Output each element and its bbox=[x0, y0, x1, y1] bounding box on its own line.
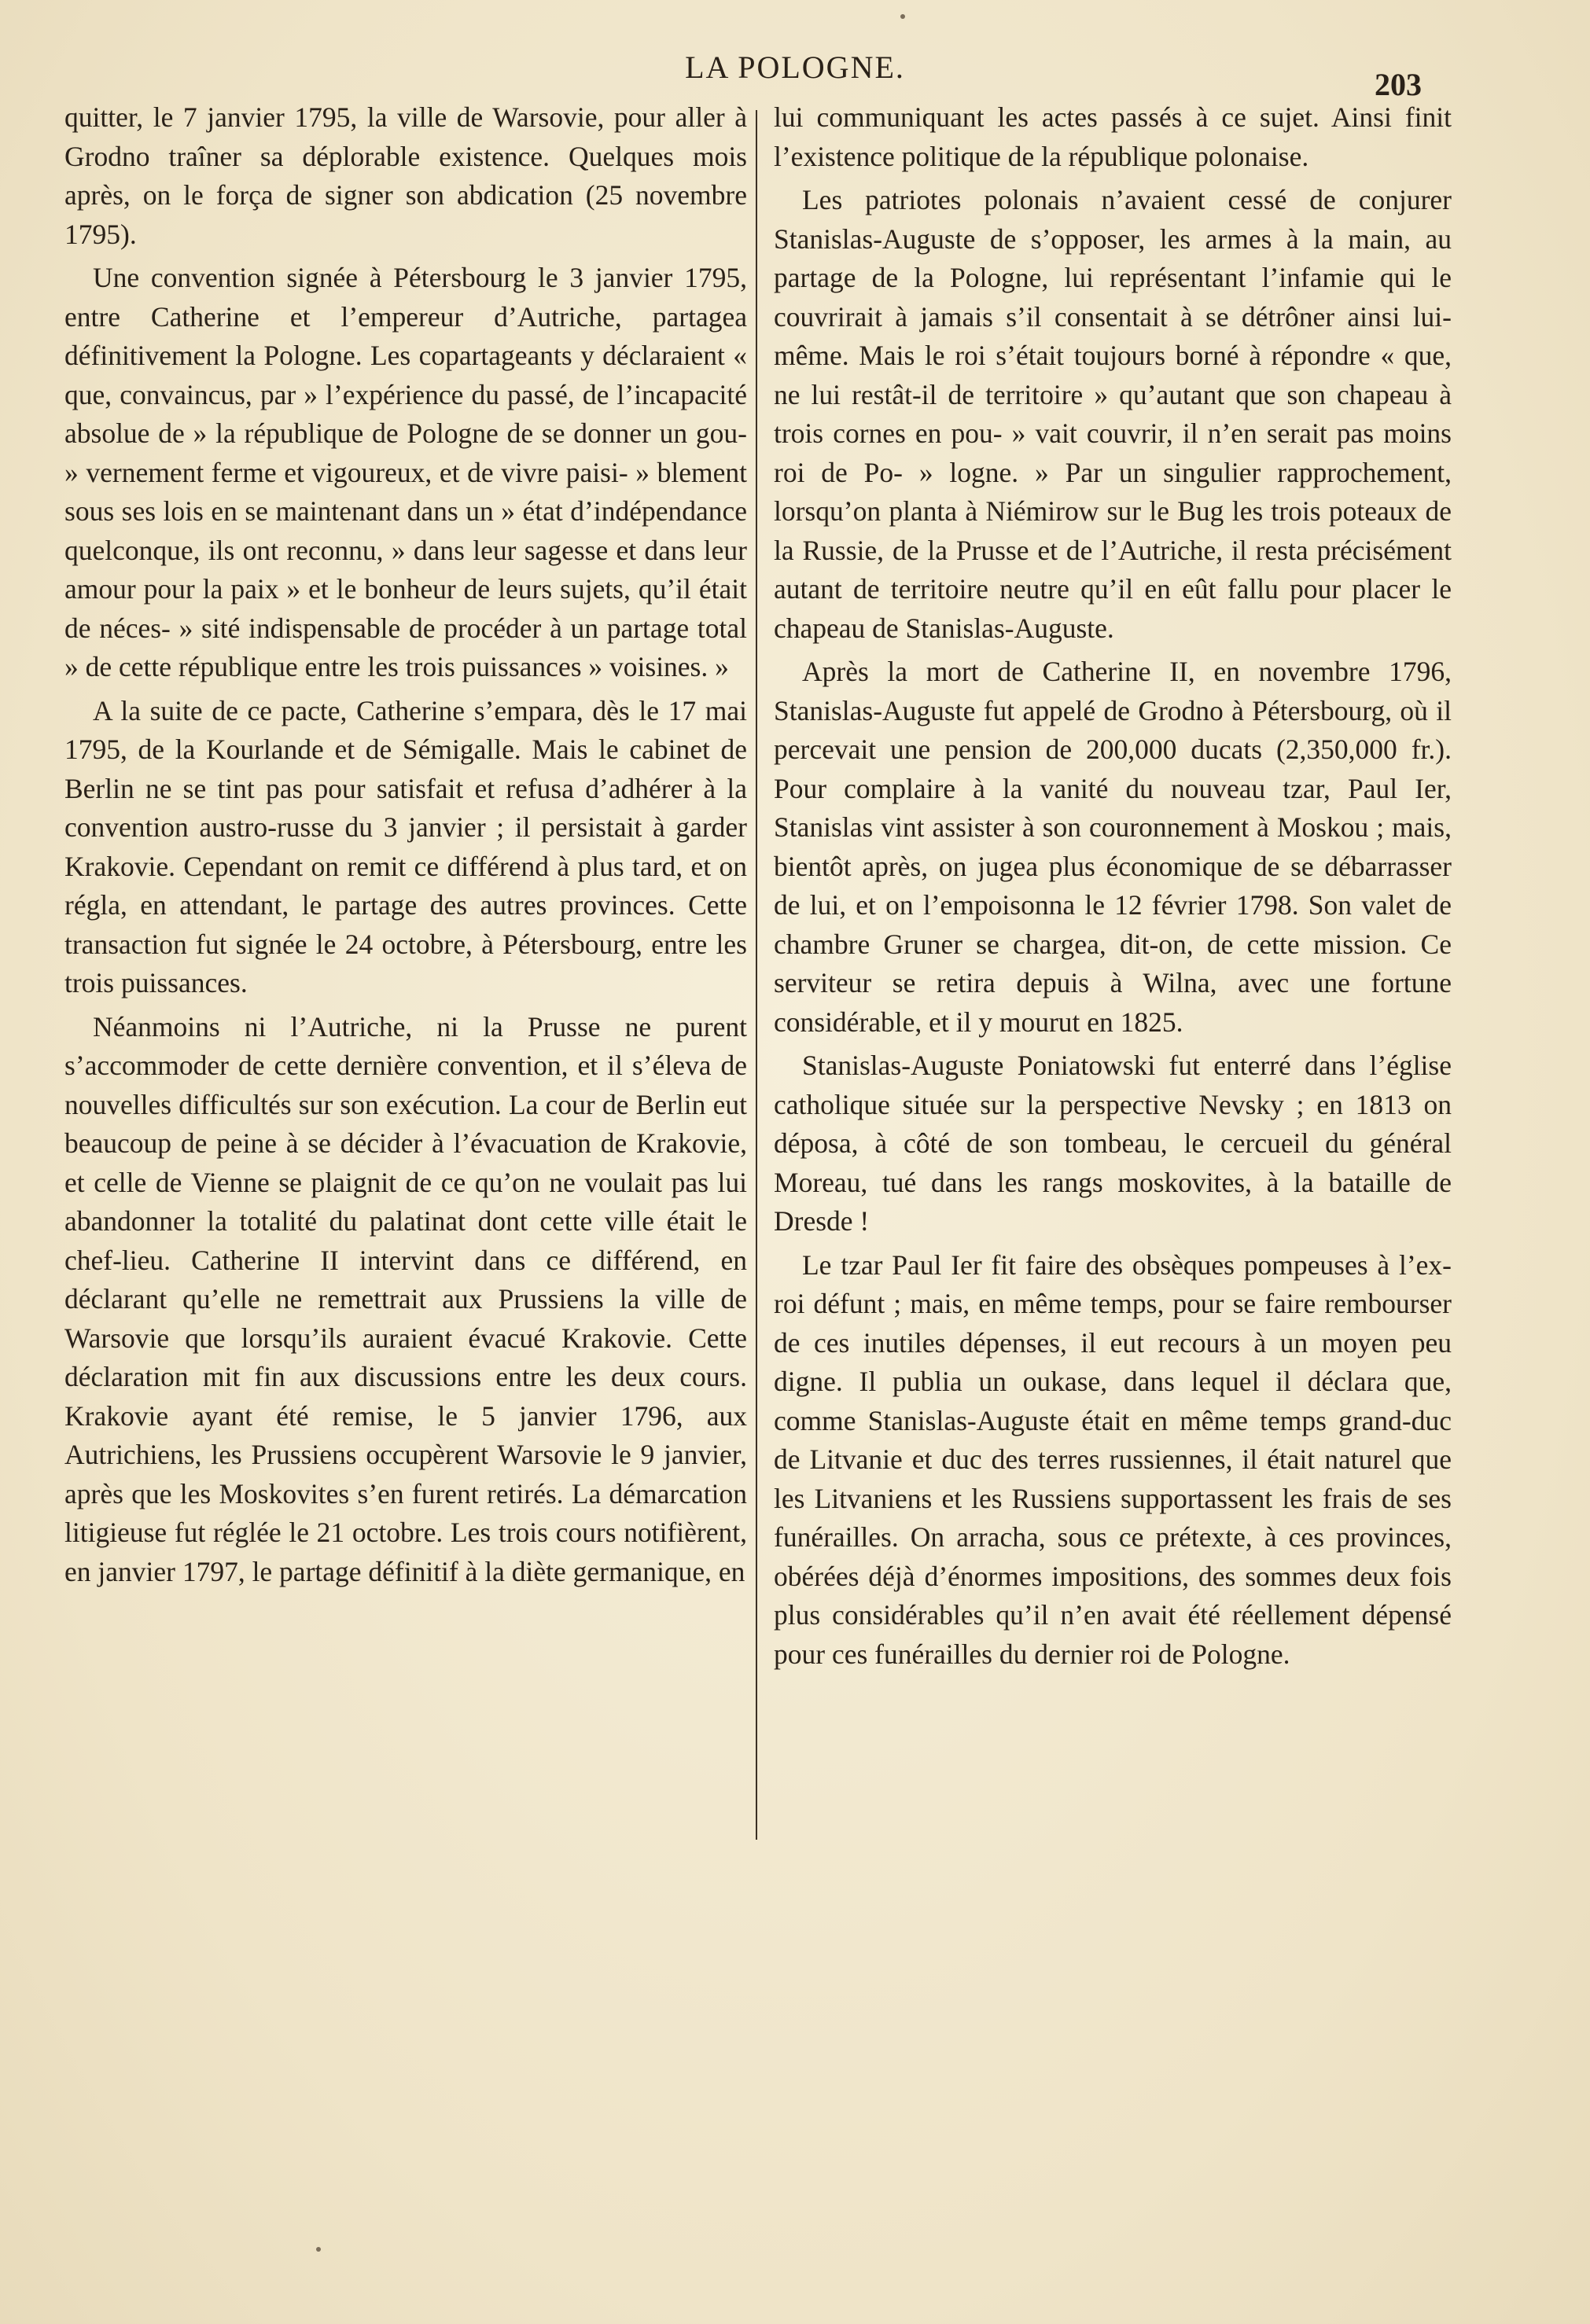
paper-speck bbox=[900, 14, 905, 19]
paragraph: Le tzar Paul Ier fit faire des obsèques pompeuses à l’ex-roi défunt ; mais, en même temps, pour se faire rembourser de ces inutiles dépenses, il eut recours à un moyen peu digne. Il publia un oukase, dans lequel il déclara que, comme Stanislas-Auguste était en même temps grand-duc de Litvanie et duc des terres russiennes, il était naturel que les Litvaniens et les Russiens supportassent les frais de ses funérailles. On arracha, sous ce prétexte, à ces provinces, obérées déjà d’énormes impositions, des sommes deux fois plus considérables qu’il n’en avait été réellement dépensé pour ces funérailles du dernier roi de Pologne. bbox=[774, 1248, 1452, 1670]
paragraph: Après la mort de Catherine II, en novembre 1796, Stanislas-Auguste fut appelé de Grodno à Pétersbourg, où il percevait une pension de 200,000 ducats (2,350,000 fr.). Pour complaire à la vanité du nouveau tzar, Paul Ier, Stanislas vint assister à son couronnement à Moskou ; mais, bientôt après, on jugea plus économique de se débarrasser de lui, et on l’empoisonna le 12 février 1798. Son valet de chambre Gruner se chargea, dit-on, de cette mission. Ce serviteur se retira depuis à Wilna, avec une fortune considérable, et il y mourut en 1825. bbox=[774, 656, 1452, 1038]
column-divider bbox=[756, 110, 757, 1840]
page-header bbox=[0, 49, 1590, 102]
paper-speck bbox=[316, 2247, 321, 2252]
paragraph: quitter, le 7 janvier 1795, la ville de Warsovie, pour aller à Grodno traîner sa déplorable existence. Quelques mois après, on le força de signer son abdication (25 novembre 1795). bbox=[64, 101, 747, 250]
paragraph: Une convention signée à Pétersbourg le 3 janvier 1795, entre Catherine et l’empereur d’Autriche, partagea définitivement la Pologne. Les copartageants y déclaraient « que, convaincus, par » l’expérience du passé, de l’incapacité absolue de » la république de Pologne de se donner un gou- » vernement ferme et vigoureux, et de vivre paisi- » blement sous ses lois en se maintenant dans un » état d’indépendance quelconque, ils ont reconnu, » dans leur sagesse et dans leur amour pour la paix » et le bonheur de leurs sujets, qu’il était de néces- » sité indispensable de procéder à un partage total » de cette république entre les trois puissances » voisines. » bbox=[64, 262, 747, 682]
right-column bbox=[774, 98, 1452, 1679]
page-number: 203 bbox=[1375, 67, 1422, 102]
paragraph: Stanislas-Auguste Poniatowski fut enterré dans l’église catholique située sur la perspective Nevsky ; en 1813 on déposa, à côté de son tombeau, le cercueil du général Moreau, tué dans les rangs moskovites, à la bataille de Dresde ! bbox=[774, 1050, 1452, 1237]
paragraph: Néanmoins ni l’Autriche, ni la Prusse ne purent s’accommoder de cette dernière convention, et il s’éleva de nouvelles difficultés sur son exécution. La cour de Berlin eut beaucoup de peine à se décider à l’évacuation de Krakovie, et celle de Vienne se plaignit de ce qu’on ne voulait pas lui abandonner la totalité du palatinat dont cette ville était le chef-lieu. Catherine II intervint dans ce différend, en déclarant qu’elle ne remettrait aux Prussiens la ville de Warsovie que lorsqu’ils auraient évacué Krakovie. Cette déclaration mit fin aux discussions entre les deux cours. Krakovie ayant été remise, le 5 janvier 1796, aux Autrichiens, les Prussiens occupèrent Warsovie le 9 janvier, après que les Moskovites s’en furent retirés. La démarcation litigieuse fut réglée le 21 octobre. Les trois cours notifièrent, en janvier 1797, le partage définitif à la diète germanique, en bbox=[64, 1010, 747, 1587]
paragraph: lui communiquant les actes passés à ce sujet. Ainsi finit l’existence politique de la république polonaise. bbox=[774, 101, 1452, 172]
running-title: LA POLOGNE. bbox=[685, 50, 905, 85]
left-column bbox=[64, 98, 747, 1596]
paragraph: Les patriotes polonais n’avaient cessé de conjurer Stanislas-Auguste de s’opposer, les armes à la main, au partage de la Pologne, lui représentant l’infamie qui le couvrirait à jamais s’il consentait à se détrôner ainsi lui-même. Mais le roi s’était toujours borné à répondre « que, ne lui restât-il de territoire » qu’autant que son chapeau à trois cornes en pou- » vait couvrir, il n’en serait pas moins roi de Po- » logne. » Par un singulier rapprochement, lorsqu’on planta à Niémirow sur le Bug les trois poteaux de la Russie, de la Prusse et de l’Autriche, il resta précisément autant de territoire neutre qu’il en eût fallu pour placer le chapeau de Stanislas-Auguste. bbox=[774, 184, 1452, 644]
paragraph: A la suite de ce pacte, Catherine s’empara, dès le 17 mai 1795, de la Kourlande et de Sémigalle. Mais le cabinet de Berlin ne se tint pas pour satisfait et refusa d’adhérer à la convention austro-russe du 3 janvier ; il persistait à garder Krakovie. Cependant on remit ce différend à plus tard, et on régla, en attendant, le partage des autres provinces. Cette transaction fut signée le 24 octobre, à Pétersbourg, entre les trois puissances. bbox=[64, 694, 747, 998]
